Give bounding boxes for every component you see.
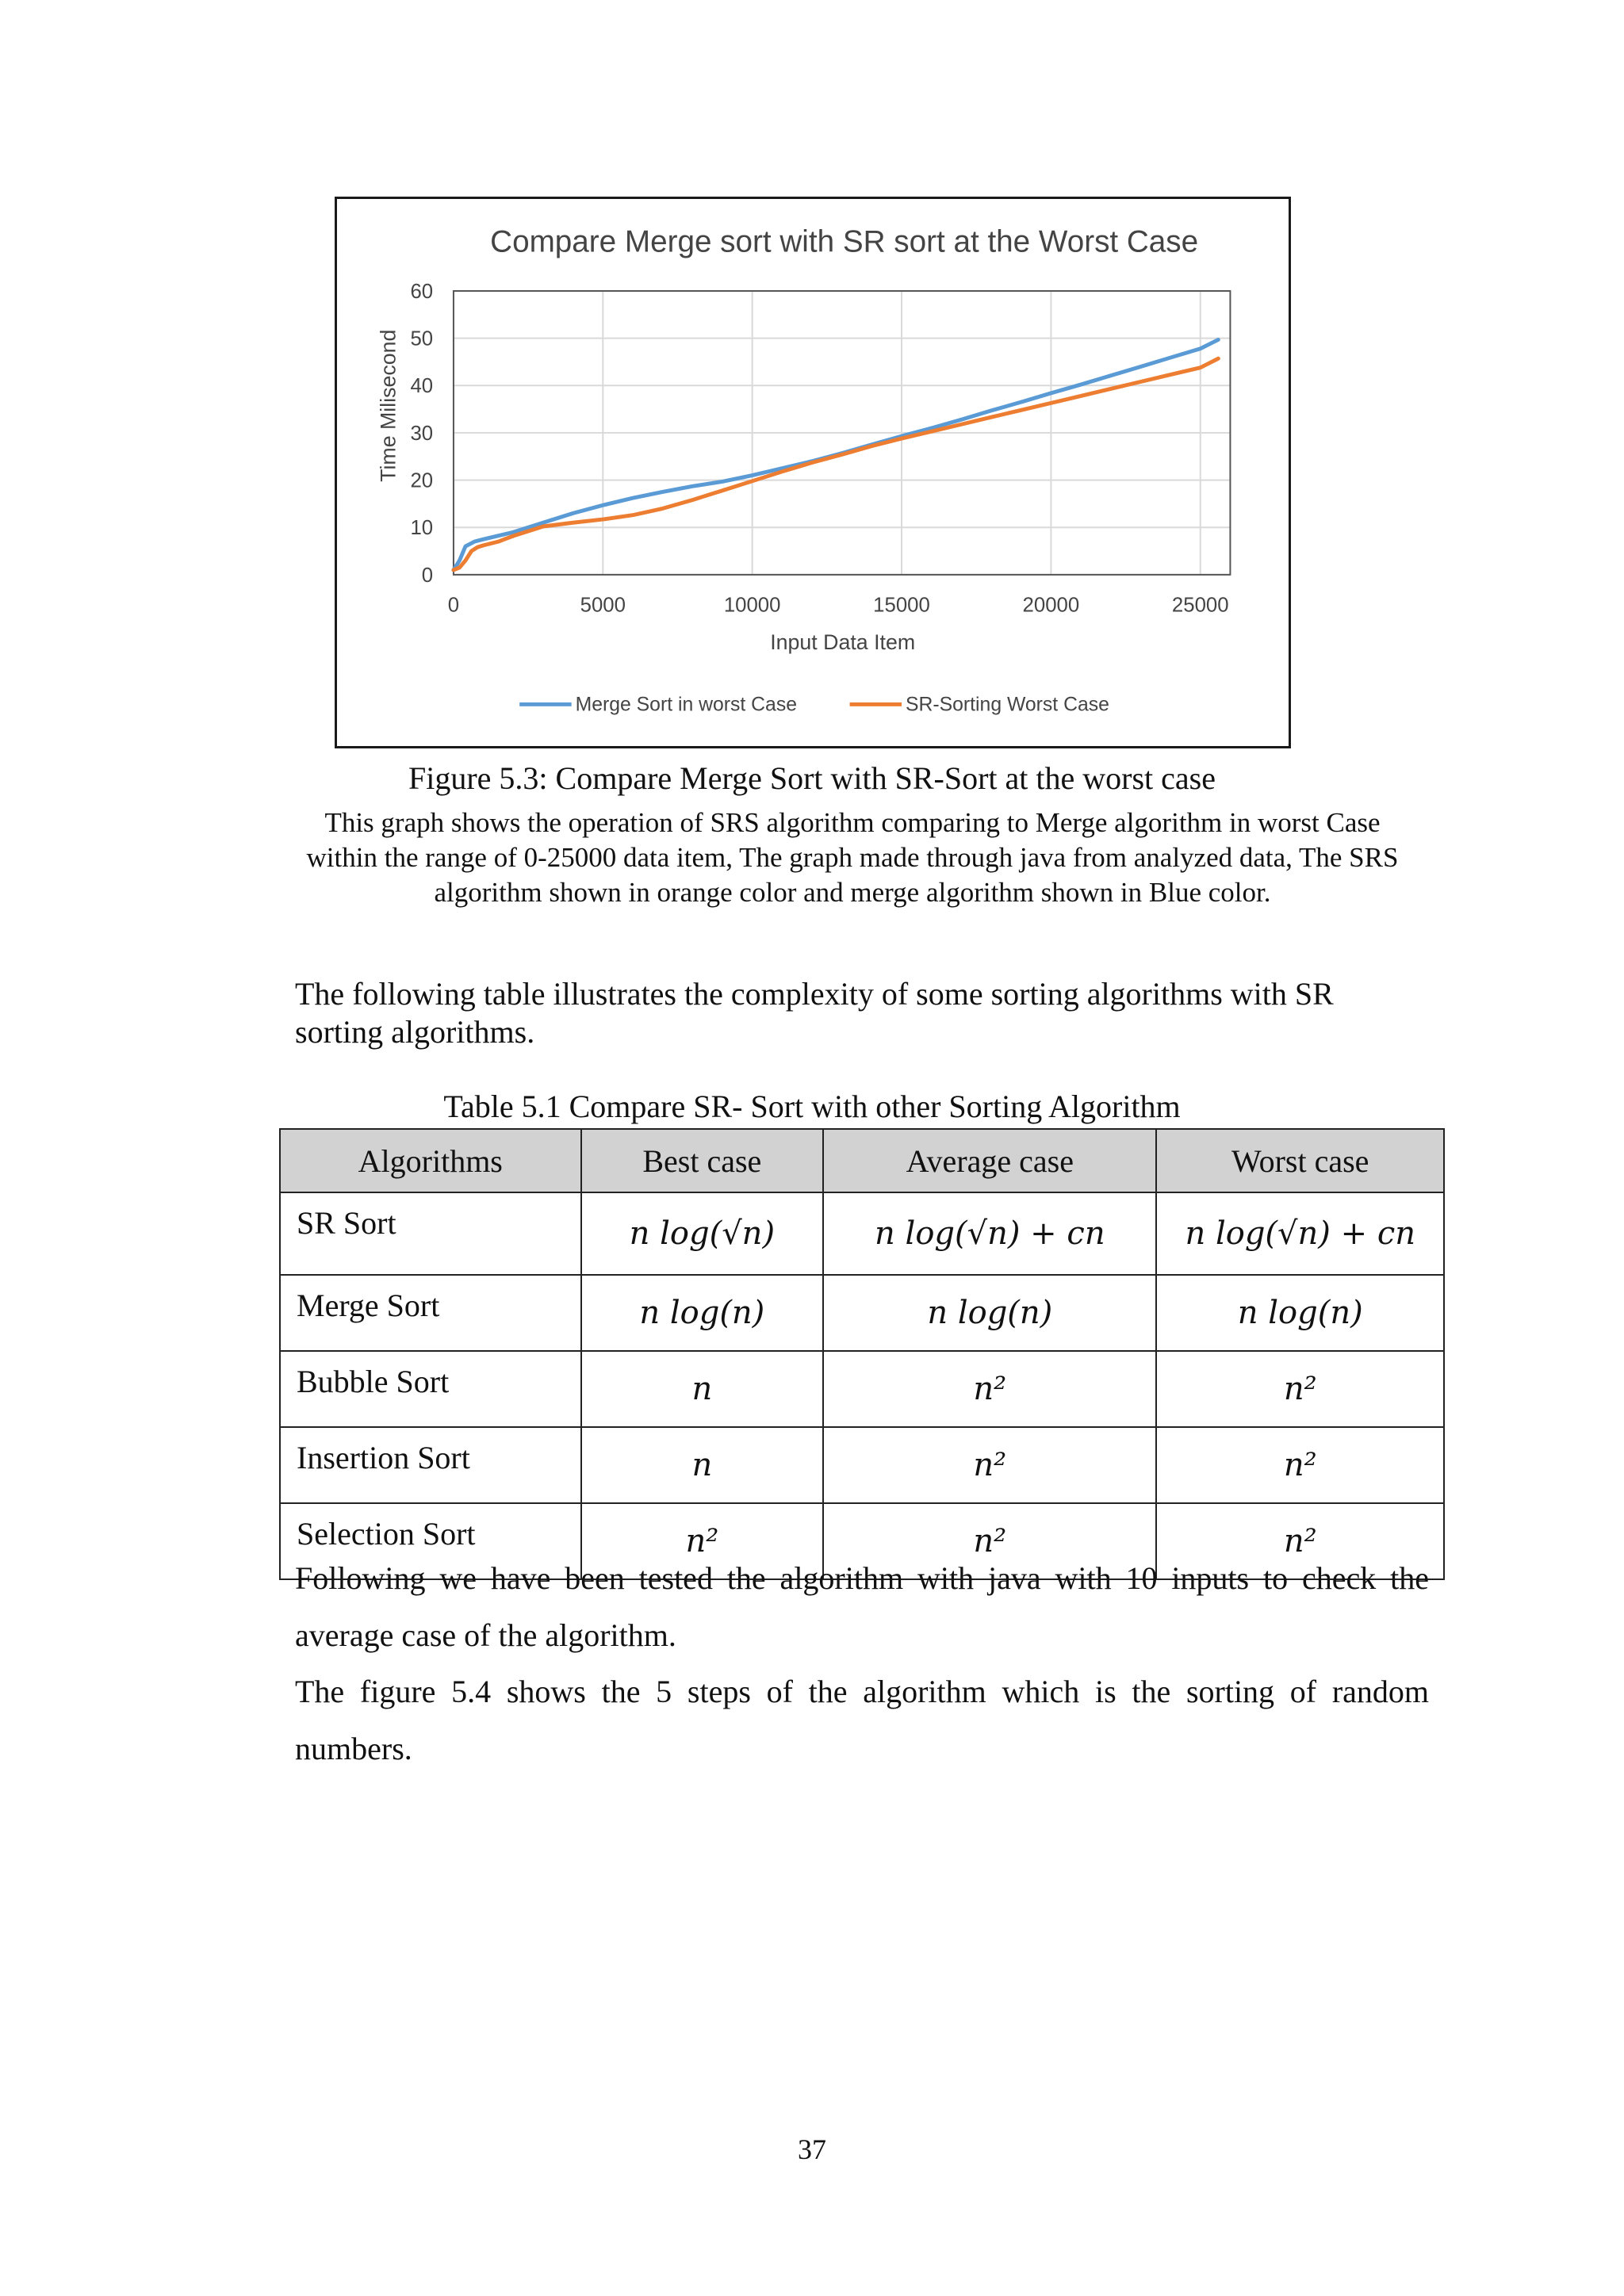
figure-caption: Figure 5.3: Compare Merge Sort with SR-Sort at the worst case bbox=[408, 760, 1216, 796]
table-row bbox=[280, 1427, 1444, 1503]
table-caption: Table 5.1 Compare SR- Sort with other Sorting Algorithm bbox=[443, 1089, 1181, 1124]
x-tick-label: 0 bbox=[447, 594, 460, 617]
table-cell: n log(n) bbox=[1156, 1275, 1444, 1351]
table-cell: n log(√n) bbox=[581, 1192, 824, 1275]
y-tick-label: 50 bbox=[410, 327, 434, 350]
table-header-row bbox=[280, 1129, 1444, 1192]
y-tick-label: 30 bbox=[410, 422, 434, 445]
table-cell: Selection Sort bbox=[280, 1503, 581, 1579]
table-cell: n² bbox=[1156, 1427, 1444, 1503]
table-cell: SR Sort bbox=[280, 1192, 581, 1275]
paragraph-table-intro: The following table illustrates the complexity of some sorting algorithms with SR sorting algorithms. bbox=[295, 976, 1334, 1050]
header-worst-case: Worst case bbox=[1156, 1129, 1444, 1192]
chart-title: Compare Merge sort with SR sort at the Worst Case bbox=[490, 224, 1199, 259]
table-cell: n log(n) bbox=[823, 1275, 1156, 1351]
x-axis-label: Input Data Item bbox=[770, 630, 916, 655]
series-line-2 bbox=[454, 358, 1218, 570]
table-row bbox=[280, 1192, 1444, 1275]
y-tick-label: 60 bbox=[410, 280, 434, 303]
header-best-case: Best case bbox=[581, 1129, 824, 1192]
paragraph-figure-reference: The figure 5.4 shows the 5 steps of the algorithm which is the sorting of random numbers. bbox=[295, 1674, 1429, 1766]
y-axis-label: Time Milisecond bbox=[376, 329, 400, 482]
table-cell: n² bbox=[1156, 1503, 1444, 1579]
table-row bbox=[280, 1351, 1444, 1427]
table-cell: n bbox=[581, 1427, 824, 1503]
chart-figure bbox=[335, 197, 1291, 748]
table-cell: n² bbox=[1156, 1351, 1444, 1427]
y-tick-label: 40 bbox=[410, 375, 434, 398]
figure-description: This graph shows the operation of SRS algorithm comparing to Merge algorithm in worst Case within the range of 0-25000 data item, The graph made through java from analyzed data, The SRS algorithm shown in orange color and merge algorithm shown in Blue color. bbox=[306, 807, 1399, 908]
x-tick-label: 25000 bbox=[1171, 594, 1229, 617]
table-cell: n log(√n) + cn bbox=[1156, 1192, 1444, 1275]
table-cell: Insertion Sort bbox=[280, 1427, 581, 1503]
table-cell: Bubble Sort bbox=[280, 1351, 581, 1427]
x-tick-label: 20000 bbox=[1022, 594, 1080, 617]
y-tick-label: 0 bbox=[421, 564, 434, 587]
legend-label-1: Merge Sort in worst Case bbox=[575, 694, 798, 716]
table-cell: Merge Sort bbox=[280, 1275, 581, 1351]
legend-label-2: SR-Sorting Worst Case bbox=[905, 694, 1109, 716]
table-row bbox=[280, 1275, 1444, 1351]
table-cell: n² bbox=[581, 1503, 824, 1579]
table-cell: n bbox=[581, 1351, 824, 1427]
x-tick-label: 5000 bbox=[580, 594, 626, 617]
table-cell: n² bbox=[823, 1351, 1156, 1427]
chart-legend bbox=[519, 694, 1109, 715]
x-tick-label: 15000 bbox=[873, 594, 930, 617]
complexity-table bbox=[279, 1128, 1445, 1580]
x-tick-label: 10000 bbox=[723, 594, 781, 617]
paragraph-testing: Following we have been tested the algorithm with java with 10 inputs to check the average case of the algorithm. bbox=[295, 1560, 1429, 1653]
page-number: 37 bbox=[798, 2133, 826, 2165]
table-cell: n log(n) bbox=[581, 1275, 824, 1351]
y-tick-label: 10 bbox=[410, 517, 434, 540]
table-cell: n² bbox=[823, 1427, 1156, 1503]
header-algorithms: Algorithms bbox=[280, 1129, 581, 1192]
y-tick-label: 20 bbox=[410, 469, 434, 492]
table-cell: n² bbox=[823, 1503, 1156, 1579]
table-cell: n log(√n) + cn bbox=[823, 1192, 1156, 1275]
header-average-case: Average case bbox=[823, 1129, 1156, 1192]
line-chart bbox=[337, 199, 1289, 746]
